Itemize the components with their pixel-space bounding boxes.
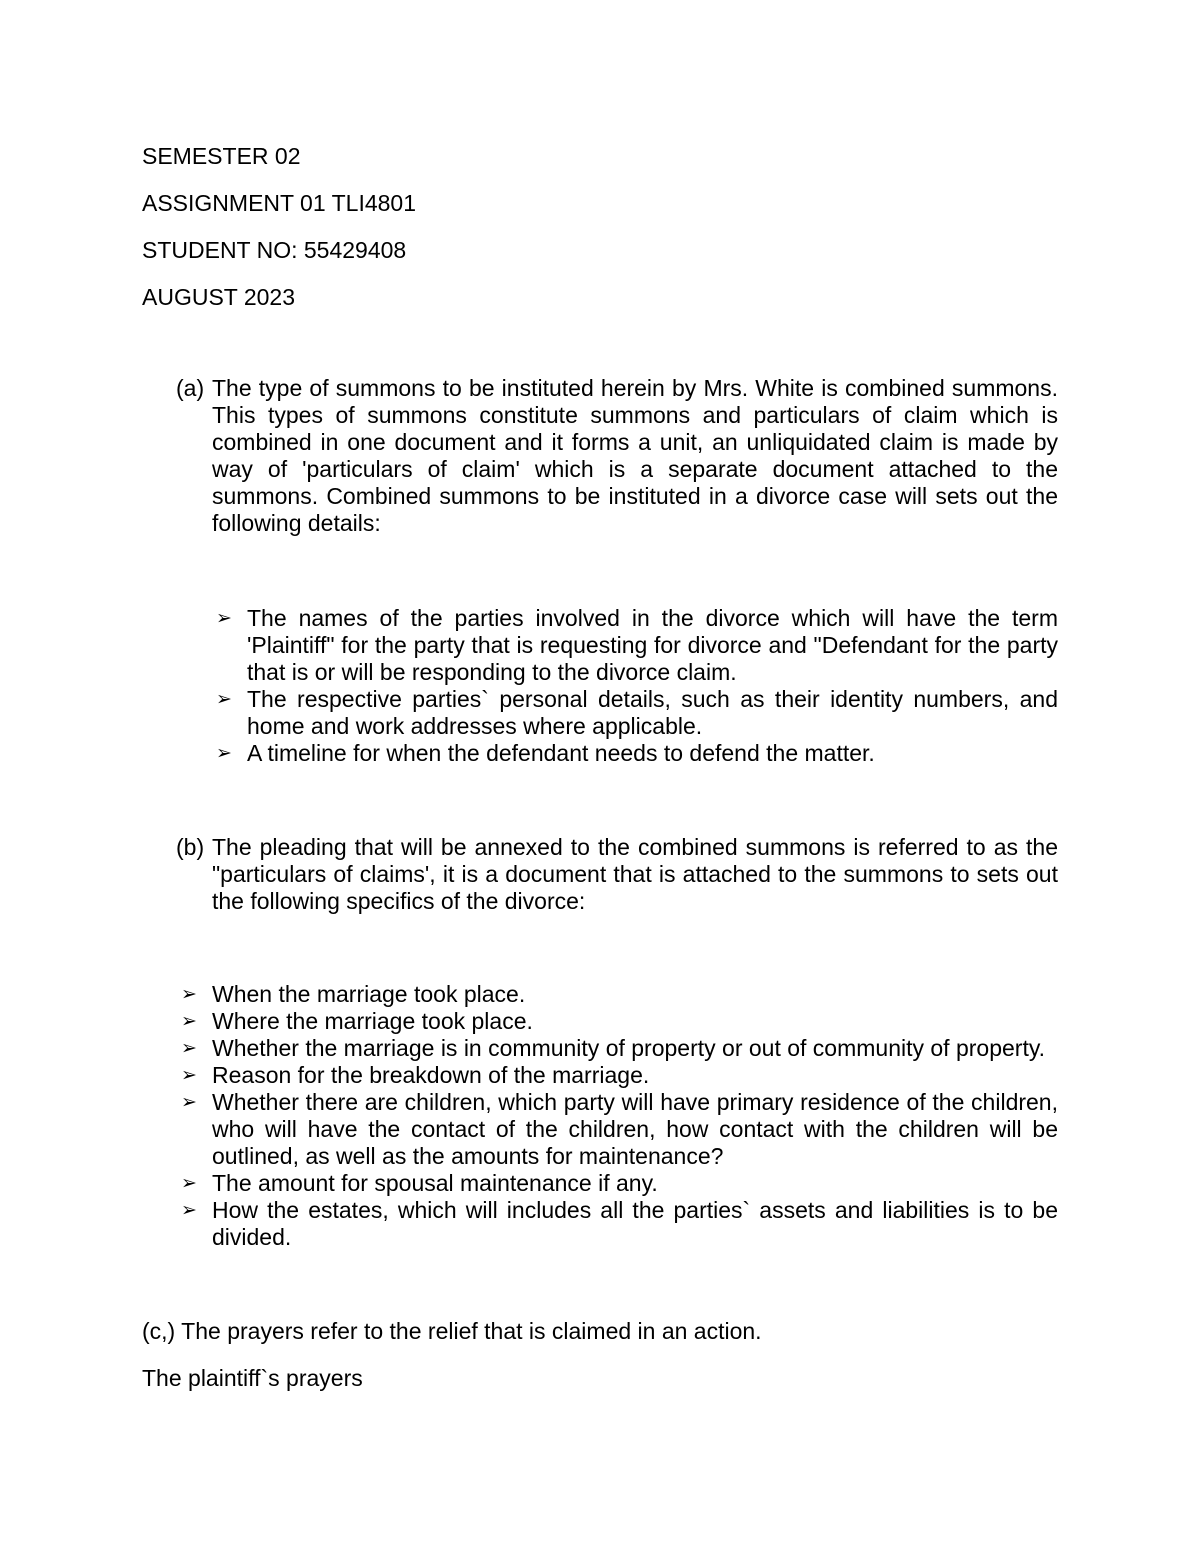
section-a-bullet-list [216, 605, 1058, 767]
section-a-marker: (a) [176, 375, 205, 401]
list-item [181, 1035, 1058, 1062]
arrowhead-bullet-icon: ➢ [216, 743, 232, 764]
arrowhead-bullet-icon: ➢ [216, 608, 232, 629]
bullet-text: The amount for spousal maintenance if any. [212, 1170, 658, 1196]
arrowhead-bullet-icon: ➢ [181, 1200, 197, 1221]
list-item [181, 1062, 1058, 1089]
section-b-marker: (b) [176, 834, 205, 860]
bullet-text: How the estates, which will includes all the parties` assets and liabilities is to be divided. [212, 1197, 1058, 1250]
date-line: AUGUST 2023 [142, 284, 295, 310]
arrowhead-bullet-icon: ➢ [181, 1173, 197, 1194]
section-a-paragraph [176, 375, 1058, 537]
semester-line: SEMESTER 02 [142, 143, 301, 169]
list-item [181, 1170, 1058, 1197]
bullet-text: Where the marriage took place. [212, 1008, 533, 1034]
list-item [181, 981, 1058, 1008]
section-b-text: The pleading that will be annexed to the combined summons is referred to as the "particulars of claims', it is a document that is attached to the summons to sets out the following specifics of the divorce: [212, 834, 1058, 914]
section-b-bullet-list [181, 981, 1058, 1251]
arrowhead-bullet-icon: ➢ [181, 1011, 197, 1032]
arrowhead-bullet-icon: ➢ [181, 1065, 197, 1086]
list-item [181, 1008, 1058, 1035]
list-item [216, 605, 1058, 686]
section-a-text: The type of summons to be instituted herein by Mrs. White is combined summons. This types of summons constitute summons and particulars of claim which is combined in one document and it forms a unit, an unliquidated claim is made by way of 'particulars of claim' which is a separate document attached to the summons. Combined summons to be instituted in a divorce case will sets out the following details: [212, 375, 1058, 536]
section-b-paragraph [176, 834, 1058, 915]
bullet-text: Reason for the breakdown of the marriage. [212, 1062, 650, 1088]
bullet-text: The respective parties` personal details, such as their identity numbers, and home and work addresses where applicable. [247, 686, 1058, 739]
list-item [216, 740, 1058, 767]
arrowhead-bullet-icon: ➢ [181, 984, 197, 1005]
bullet-text: Whether the marriage is in community of property or out of community of property. [212, 1035, 1046, 1061]
list-item [181, 1089, 1058, 1170]
arrowhead-bullet-icon: ➢ [181, 1092, 197, 1113]
student-number-line: STUDENT NO: 55429408 [142, 237, 407, 263]
bullet-text: A timeline for when the defendant needs to defend the matter. [247, 740, 875, 766]
list-item [216, 686, 1058, 740]
arrowhead-bullet-icon: ➢ [216, 689, 232, 710]
bullet-text: Whether there are children, which party will have primary residence of the children, who will have the contact of the children, how contact with the children will be outlined, as well as the amounts for maintenance? [212, 1089, 1058, 1169]
bullet-text: The names of the parties involved in the divorce which will have the term 'Plaintiff" for the party that is requesting for divorce and "Defendant for the party that is or will be responding to the divorce claim. [247, 605, 1058, 685]
assignment-line: ASSIGNMENT 01 TLI4801 [142, 190, 417, 216]
list-item [181, 1197, 1058, 1251]
section-c-paragraph: (c,) The prayers refer to the relief that is claimed in an action. [142, 1318, 762, 1344]
arrowhead-bullet-icon: ➢ [181, 1038, 197, 1059]
bullet-text: When the marriage took place. [212, 981, 526, 1007]
plaintiff-prayers-heading: The plaintiff`s prayers [142, 1365, 363, 1391]
